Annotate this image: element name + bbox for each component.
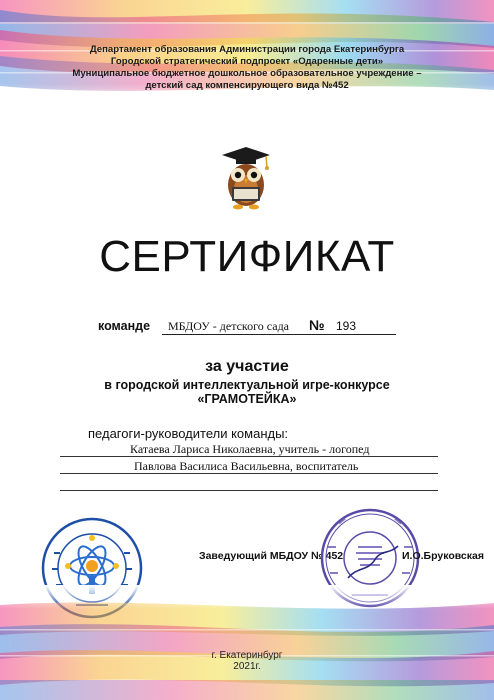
teachers-label: педагоги-руководители команды: bbox=[88, 426, 289, 441]
bottom-decorative-band bbox=[0, 585, 494, 700]
teacher-line bbox=[60, 442, 438, 457]
team-value: МБДОУ - детского сада bbox=[168, 319, 289, 333]
team-row bbox=[98, 318, 418, 336]
footer-year: 2021г. bbox=[233, 661, 261, 672]
head-name: И.О.Бруковская bbox=[402, 550, 484, 562]
certificate-title: СЕРТИФИКАТ bbox=[99, 232, 395, 281]
teacher-line bbox=[60, 459, 438, 474]
participation-contest: в городской интеллектуальной игре-конкурсе bbox=[104, 378, 390, 392]
footer-city-year bbox=[0, 650, 494, 672]
participation-detail bbox=[0, 378, 494, 406]
teacher-name: Катаева Лариса Николаевна, учитель - логопед bbox=[130, 442, 370, 456]
header-line-institution: Муниципальное бюджетное дошкольное образовательное учреждение – bbox=[72, 68, 422, 79]
owl-graduate-icon bbox=[218, 145, 274, 211]
header-line-kindergarten: детский сад компенсирующего вида №452 bbox=[145, 80, 349, 91]
header-line-department: Департамент образования Администрации города Екатеринбурга bbox=[89, 44, 405, 55]
participation-heading: за участие bbox=[205, 358, 289, 375]
header-line-project: Городской стратегический подпроект «Одаренные дети» bbox=[110, 56, 384, 67]
team-number-label: № bbox=[309, 317, 325, 333]
teacher-name: Павлова Василиса Васильевна, воспитатель bbox=[134, 459, 359, 473]
teacher-line-empty bbox=[60, 476, 438, 491]
participation-contest-name: «ГРАМОТЕЙКА» bbox=[197, 392, 297, 406]
footer-city: г. Екатеринбург bbox=[211, 650, 283, 661]
team-number: 193 bbox=[336, 319, 357, 333]
header-block bbox=[40, 44, 454, 92]
head-position: Заведующий МБДОУ № 452 bbox=[199, 550, 344, 562]
team-label: команде bbox=[98, 319, 151, 333]
